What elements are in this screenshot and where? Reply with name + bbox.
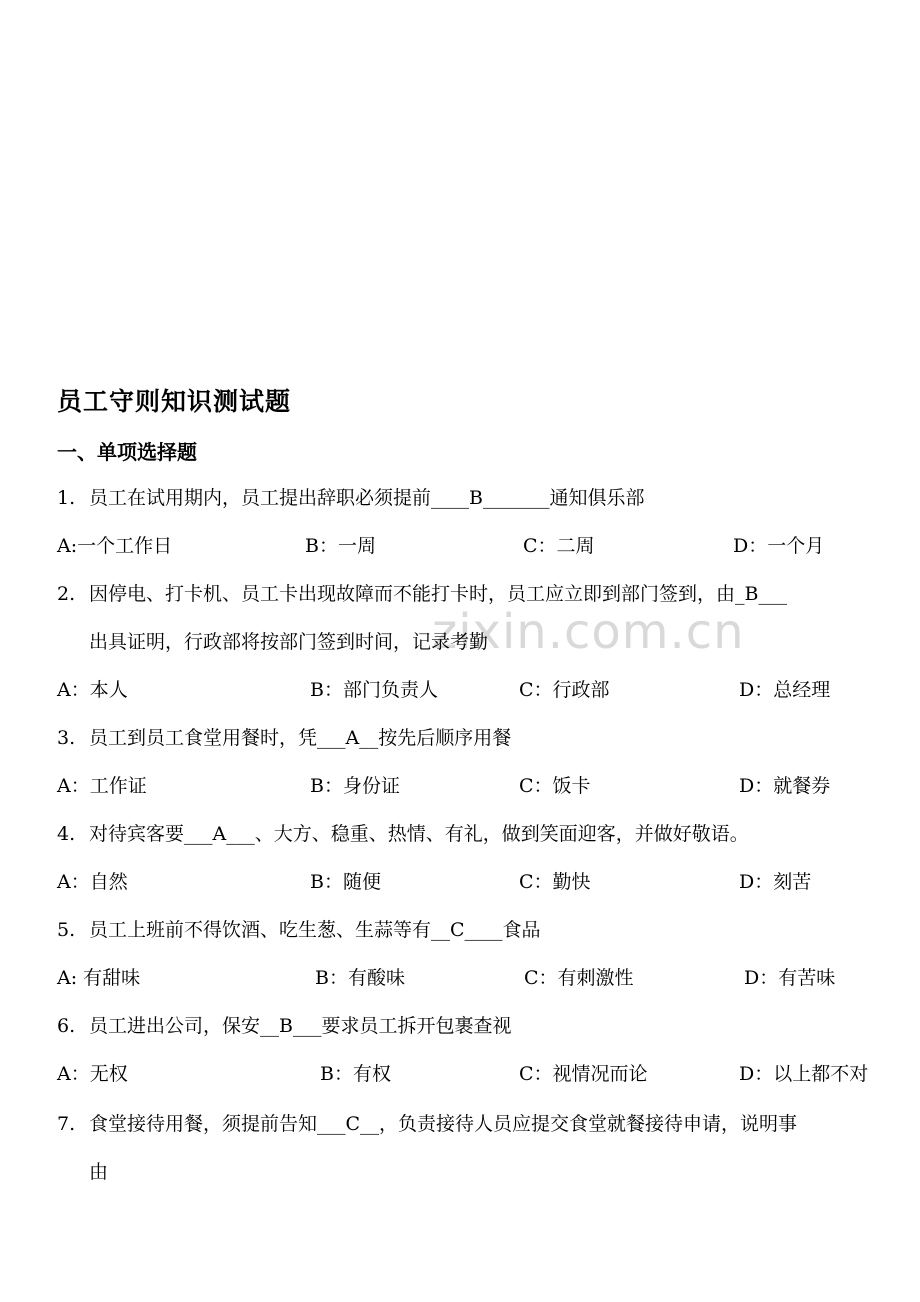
option-b: B：随便 [310,871,381,893]
options-6 [57,1050,897,1098]
question-number: 1. [57,487,76,509]
option-b: B：身份证 [310,775,400,797]
question-number: 7. [57,1113,76,1135]
option-d: D：一个月 [733,535,825,557]
options-2 [57,666,897,714]
options-1 [57,522,897,570]
option-c: C：二周 [523,535,595,557]
option-d: D：刻苦 [739,871,812,893]
page-title: 员工守则知识测试题 [57,387,292,416]
question-2 [57,570,897,618]
question-number: 2. [57,583,76,605]
question-text: 因停电、打卡机、员工卡出现故障而不能打卡时，员工应立即到部门签到，由_B___ [89,583,787,605]
option-a: A: 有甜味 [57,967,141,989]
option-a: A：工作证 [57,775,147,797]
options-4 [57,858,897,906]
question-text: 对待宾客要___A___、大方、稳重、热情、有礼，做到笑面迎客，并做好敬语。 [89,823,749,845]
question-text-continued: 出具证明，行政部将按部门签到时间，记录考勤 [89,631,489,653]
question-text: 员工进出公司，保安__B___要求员工拆开包裹查视 [89,1015,512,1037]
option-a: A：自然 [57,871,128,893]
question-text: 员工上班前不得饮酒、吃生葱、生蒜等有__C____食品 [89,919,541,941]
question-7-continued [57,1148,897,1196]
option-b: B：一周 [305,535,376,557]
option-d: D：有苦味 [744,967,836,989]
question-text: 员工在试用期内，员工提出辞职必须提前____B_______通知俱乐部 [89,487,645,509]
question-number: 3. [57,727,76,749]
option-c: C：有刺激性 [524,967,634,989]
option-d: D：就餐券 [739,775,831,797]
option-b: B：部门负责人 [310,679,438,701]
question-7 [57,1100,897,1148]
question-2-continued [57,618,897,666]
question-text-continued: 由 [89,1161,109,1183]
option-a: A：无权 [57,1063,128,1085]
option-c: C：饭卡 [519,775,591,797]
watermark: zixin.com.cn [432,604,745,660]
question-number: 6. [57,1015,76,1037]
option-c: C：行政部 [519,679,610,701]
option-a: A：本人 [57,679,128,701]
question-text: 员工到员工食堂用餐时，凭___A__按先后顺序用餐 [89,727,512,749]
question-6 [57,1002,897,1050]
question-number: 5. [57,919,76,941]
options-3 [57,762,897,810]
option-b: B：有酸味 [315,967,405,989]
question-text: 食堂接待用餐，须提前告知___C__，负责接待人员应提交食堂就餐接待申请，说明事 [89,1113,798,1135]
option-c: C：视情况而论 [519,1063,648,1085]
question-3 [57,714,897,762]
option-d: D：以上都不对 [739,1063,869,1085]
option-a: A:一个工作日 [57,535,173,557]
options-5 [57,954,897,1002]
question-4 [57,810,897,858]
question-5 [57,906,897,954]
question-1 [57,474,897,522]
option-d: D：总经理 [739,679,831,701]
option-c: C：勤快 [519,871,591,893]
question-number: 4. [57,823,76,845]
section-heading: 一、单项选择题 [57,440,197,464]
option-b: B：有权 [320,1063,391,1085]
